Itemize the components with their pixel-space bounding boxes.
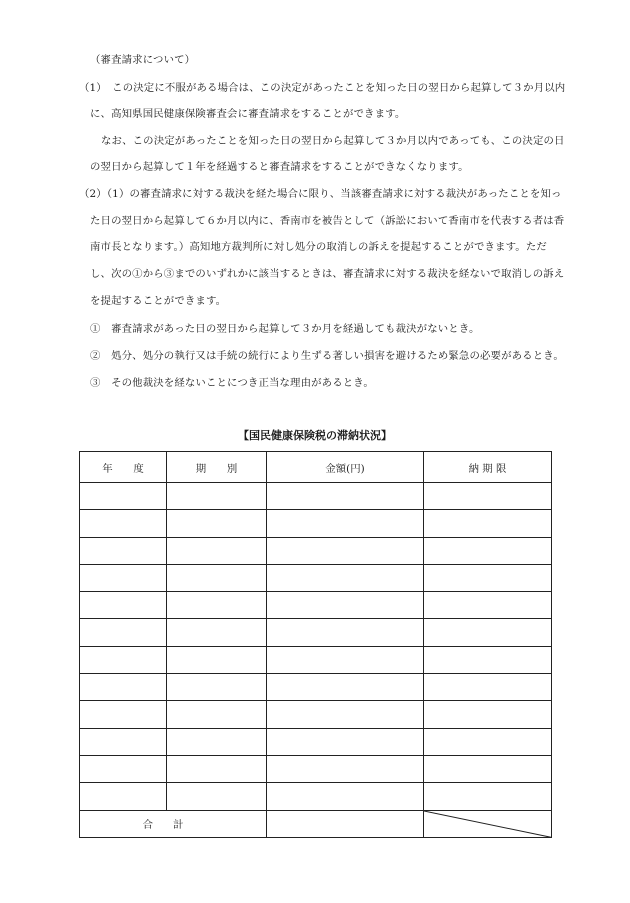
table-cell [424, 674, 552, 701]
table-cell [80, 619, 167, 646]
table-cell [167, 483, 267, 510]
table-cell [80, 728, 167, 755]
table-cell [80, 674, 167, 701]
table-cell [267, 483, 424, 510]
header-due-date: 納 期 限 [424, 452, 552, 483]
table-cell [80, 510, 167, 537]
table-title: 【国民健康保険税の滞納状況】 [238, 429, 392, 442]
table-row [80, 564, 552, 591]
paragraph-2-line-1: （2）（1）の審査請求に対する裁決を経た場合に限り、当該審査請求に対する裁決があったことを知っ [79, 188, 562, 200]
header-period: 期 別 [167, 452, 267, 483]
table-cell [267, 537, 424, 564]
total-amount-cell [267, 810, 424, 837]
diagonal-strike [424, 811, 551, 837]
table-cell [424, 592, 552, 619]
section-heading: （審査請求について） [90, 54, 196, 66]
header-fiscal-year: 年 度 [80, 452, 167, 483]
table-cell [424, 646, 552, 673]
table-cell [80, 537, 167, 564]
table-cell [80, 483, 167, 510]
paragraph-2-line-5: を提起することができます。 [90, 295, 227, 307]
paragraph-2-line-2: た日の翌日から起算して６か月以内に、香南市を被告として（訴訟において香南市を代表する者は香 [90, 215, 565, 227]
table-cell [267, 510, 424, 537]
table-row [80, 537, 552, 564]
table-cell [80, 701, 167, 728]
table-row [80, 755, 552, 782]
table-cell [80, 783, 167, 810]
table-cell [167, 619, 267, 646]
table-cell [424, 728, 552, 755]
table-cell [267, 728, 424, 755]
paragraph-2-line-4: し、次の①から③までのいずれかに該当するときは、審査請求に対する裁決を経ないで取消しの訴え [90, 268, 565, 280]
table-row [80, 674, 552, 701]
table-cell [424, 564, 552, 591]
table-total-row [80, 810, 552, 837]
list-item-1: ① 審査請求があった日の翌日から起算して３か月を経過しても裁決がないとき。 [90, 323, 480, 335]
table-row [80, 510, 552, 537]
delinquency-table [79, 451, 552, 838]
table-cell [267, 646, 424, 673]
paragraph-1-line-2: に、高知県国民健康保険審査会に審査請求をすることができます。 [90, 108, 406, 120]
total-label: 合計 [80, 810, 267, 837]
paragraph-2-line-3: 南市長となります。）高知地方裁判所に対し処分の取消しの訴えを提起することができます。ただ [90, 241, 547, 253]
paragraph-1-line-3: なお、この決定があったことを知った日の翌日から起算して３か月以内であっても、この決定の日 [101, 135, 565, 147]
table-row [80, 646, 552, 673]
table-row [80, 592, 552, 619]
table-header-row [80, 452, 552, 483]
table-cell [424, 783, 552, 810]
table-row [80, 483, 552, 510]
table-cell [267, 592, 424, 619]
table-cell [424, 619, 552, 646]
list-item-2: ② 処分、処分の執行又は手続の続行により生ずる著しい損害を避けるため緊急の必要があるとき。 [90, 350, 564, 362]
table-cell [80, 592, 167, 619]
table-cell [267, 783, 424, 810]
table-cell [80, 646, 167, 673]
table-cell [167, 783, 267, 810]
table-cell [267, 619, 424, 646]
table-cell [80, 755, 167, 782]
table-cell [424, 483, 552, 510]
table-cell [167, 674, 267, 701]
list-item-3: ③ その他裁決を経ないことにつき正当な理由があるとき。 [90, 377, 374, 389]
table-cell [167, 510, 267, 537]
table-cell [167, 537, 267, 564]
table-cell [424, 537, 552, 564]
table-row [80, 701, 552, 728]
table-cell [424, 755, 552, 782]
table-cell [267, 674, 424, 701]
table-cell [80, 564, 167, 591]
table-cell [167, 728, 267, 755]
table-cell [167, 564, 267, 591]
table-cell [424, 701, 552, 728]
table-cell [167, 755, 267, 782]
table-cell [267, 701, 424, 728]
table-cell [267, 755, 424, 782]
table-row [80, 728, 552, 755]
table-cell [267, 564, 424, 591]
table-row [80, 619, 552, 646]
paragraph-1-line-1: （1） この決定に不服がある場合は、この決定があったことを知った日の翌日から起算して３か月以内 [79, 82, 566, 94]
table-row [80, 783, 552, 810]
total-due-date-cell [424, 810, 552, 837]
table-cell [424, 510, 552, 537]
paragraph-1-line-4: の翌日から起算して１年を経過すると審査請求をすることができなくなります。 [90, 161, 469, 173]
table-cell [167, 646, 267, 673]
table-cell [167, 592, 267, 619]
table-cell [167, 701, 267, 728]
header-amount: 金額(円) [267, 452, 424, 483]
